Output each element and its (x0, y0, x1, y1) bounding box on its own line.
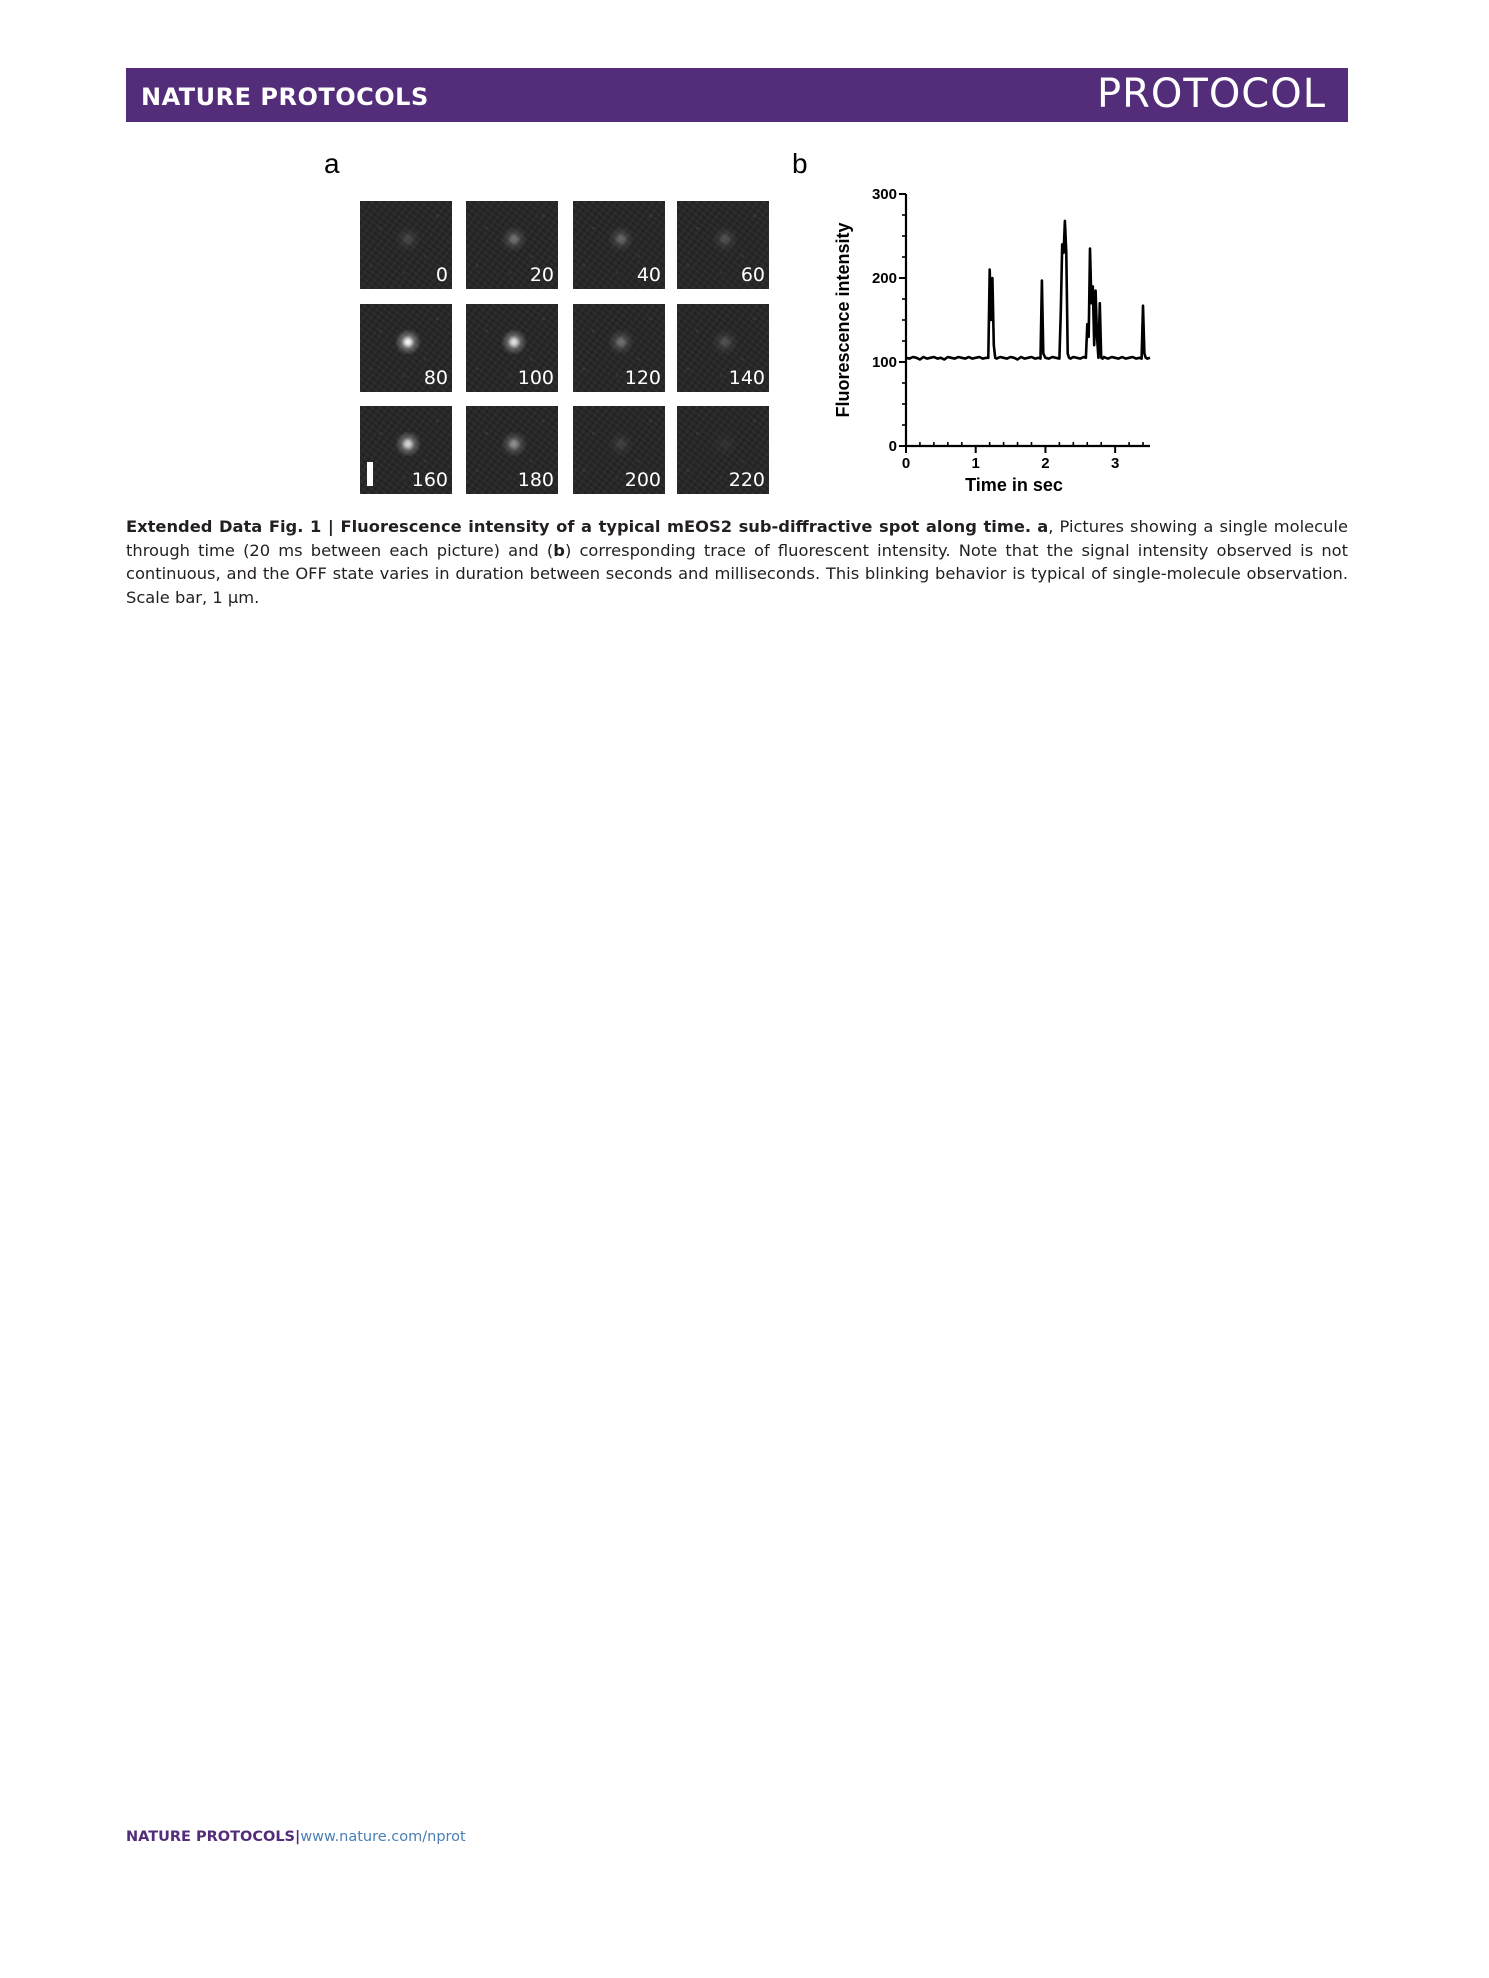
x-axis-label: Time in sec (965, 475, 1063, 495)
frame-tile (466, 406, 558, 494)
caption-bold-b: b (553, 540, 565, 560)
molecule-spot (710, 327, 740, 357)
frame-time-label: 180 (517, 469, 554, 491)
frame-tile (677, 201, 769, 289)
frame-time-label: 60 (740, 264, 765, 286)
molecule-spot (393, 327, 423, 357)
molecule-spot (499, 429, 529, 459)
y-tick-label: 100 (871, 354, 897, 371)
molecule-spot (393, 429, 423, 459)
molecule-spot (606, 327, 636, 357)
y-tick-label: 200 (871, 270, 897, 287)
scale-bar (367, 462, 373, 486)
caption-part-2: ) corresponding trace of fluorescent intensity. Note that the signal intensity observed is not continuous, and the OFF state varies in duration between seconds and milliseconds. This blinking behavior is typical of single-molecule observation. Scale bar, 1 μm. (126, 540, 1348, 607)
molecule-spot (606, 224, 636, 254)
panel-b-label: b (792, 148, 808, 179)
journal-header-banner (126, 68, 1348, 122)
frame-tile (573, 406, 665, 494)
molecule-spot (606, 429, 636, 459)
caption-title: Extended Data Fig. 1 | Fluorescence intensity of a typical mEOS2 sub-diffractive spot along time. (126, 517, 1032, 536)
panel-a-label: a (324, 148, 340, 179)
frame-tile (360, 304, 452, 392)
molecule-spot (499, 327, 529, 357)
frame-time-label: 200 (624, 469, 661, 491)
frame-time-label: 100 (517, 367, 554, 389)
x-tick-label: 3 (1110, 455, 1120, 472)
frame-tile (573, 201, 665, 289)
footer-journal: NATURE PROTOCOLS (126, 1829, 296, 1845)
frame-time-label: 220 (728, 469, 765, 491)
caption-bold-a: a (1037, 517, 1049, 536)
article-type: PROTOCOL (1096, 71, 1326, 117)
footer-url-link[interactable]: www.nature.com/nprot (300, 1829, 466, 1845)
molecule-spot (499, 224, 529, 254)
page-footer (126, 1829, 466, 1845)
frame-tile (677, 304, 769, 392)
y-axis-label: Fluorescence intensity (833, 222, 853, 418)
frame-time-label: 80 (423, 367, 448, 389)
intensity-series-line (906, 221, 1150, 360)
molecule-spot (393, 224, 423, 254)
footer-separator: | (295, 1829, 301, 1845)
caption-part-1: , Pictures showing a single molecule through time (20 ms between each picture) and ( (126, 517, 1348, 560)
frame-tile (573, 304, 665, 392)
x-tick-label: 2 (1041, 455, 1050, 472)
frame-tile (466, 304, 558, 392)
frame-time-label: 20 (529, 264, 554, 286)
frame-tile (360, 201, 452, 289)
frame-time-label: 120 (624, 367, 661, 389)
frame-tile (677, 406, 769, 494)
frame-tile (360, 406, 452, 494)
frame-grid (360, 201, 770, 493)
frame-time-label: 0 (435, 264, 448, 286)
intensity-chart (830, 178, 1160, 508)
y-tick-label: 300 (871, 186, 897, 203)
frame-time-label: 40 (636, 264, 661, 286)
figure-caption (126, 515, 1348, 609)
journal-name: NATURE PROTOCOLS (141, 83, 429, 111)
y-tick-label: 0 (888, 438, 897, 455)
frame-tile (466, 201, 558, 289)
x-tick-label: 1 (971, 455, 980, 472)
molecule-spot (710, 429, 740, 459)
frame-time-label: 140 (728, 367, 765, 389)
molecule-spot (710, 224, 740, 254)
frame-time-label: 160 (411, 469, 448, 491)
x-tick-label: 0 (901, 455, 911, 472)
